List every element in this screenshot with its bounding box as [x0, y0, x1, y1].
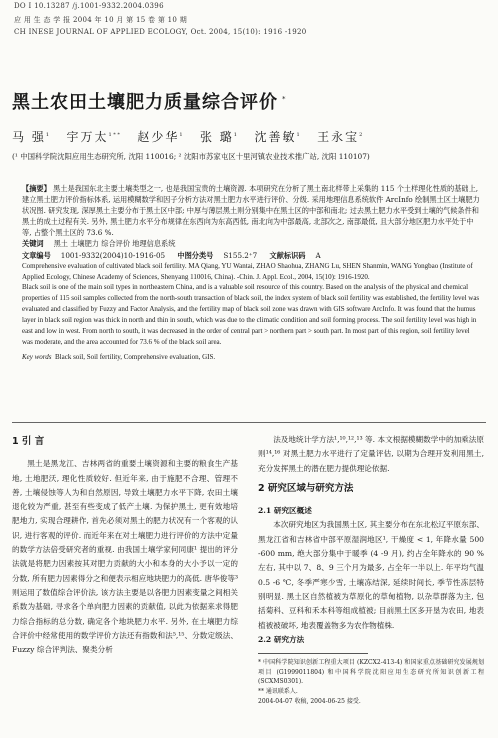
author: 宇万太$^{1 * *}$: [66, 130, 120, 144]
footnote-dates: 2004-04-07 收稿, 2004-06-25 接受.: [258, 697, 361, 705]
footnote-contact: ** 通讯联系人.: [258, 687, 298, 695]
keywords-cn: 关键词 黑土 土壤肥力 综合评价 地理信息系统: [22, 239, 176, 249]
abstract-label: 【摘要】: [22, 184, 51, 193]
title-footnote-mark: *: [282, 95, 287, 103]
left-column: [12, 433, 238, 657]
author: 沈善敏$^1$: [254, 130, 300, 144]
paper-title-text: 黑土农田土壤肥力质量综合评价: [12, 92, 278, 113]
article-meta: 文章编号 1001-9332(2004)10-1916-05 中图分类号 S155.2⁺7 文献标识码 A: [22, 250, 321, 260]
english-keywords: Key words Black soil, Soil fertility, Comprehensive evaluation, GIS.: [22, 352, 216, 361]
author: 赵少华$^1$: [137, 130, 183, 144]
intro-paragraph: 黑土是黑龙江、吉林两省的重要土壤资源和主要的粮食生产基地, 土地肥沃, 理化性质较好. 但近年来, 由于施肥不合理、管理不善, 土壤侵蚀等人为和自然原因, 导致土壤肥力水平下降, 农田土壤退化较为严重, 甚至有些变成了低产土壤. 为保护黑土, 更有效地培肥地力, 实现合理耕作, 首先必须对黑土的肥力状况有一个客观的认识, 进行客观的评价. 而近年来在对土壤肥力进行评价的方法中定量的数学方法倍受研究者的重视. 由我国土壤学家何同康¹ 提出的评分法就是将肥力因素按其对肥力贡献的大小和本身的大小予以一定的分数, 所有肥力因素得分之和便表示相应地块肥力的高低. 唐华俊等³ 则运用了数值综合评价法, 该方法主要是以各肥力因素变量之间相关系数为基础, 寻求各个单向肥力因素的贡献值, 以此为依据来求得肥力综合指标的总分数, 确定各个地块肥力水平. 另外, 在土壤肥力综合评价中经常使用的数学评价方法还有指数和法⁵,¹⁵、分数定级法、Fuzzy 综合评判法、聚类分析: [12, 459, 238, 655]
abstract-text: 黑土是我国东北主要土壤类型之一, 也是我国宝贵的土壤资源. 本项研究在分析了黑土南北样带上采集的 115 个土样理化性质的基础上, 建立黑土肥力评价指标体系, 运用模糊数学和因子分析方法对黑土肥力水平进行评价、分级. 采用地理信息系统软件 ArcInfo 绘制黑土区土壤肥力状况图. 研究发现, 深厚黑土主要分布于黑土区中部; 中厚与薄层黑土则分别集中在黑土区的中部和南北; 过去黑土肥力水平受到土壤的气候条件和黑土的成土过程有关. 另外, 黑土肥力水平分布规律在东西向为东高西低, 南北向为中部最高, 北部次之, 南部最低, 且大部分地区肥力水平处于中等, 占整个黑土区的 73.6 %.: [22, 184, 480, 238]
journal-info-en: CH INESE JOURNAL OF APPLIED ECOLOGY, Oct. 2004, 15(10): 1916 -1920: [14, 28, 307, 36]
footnote-funding: * 中国科学院知识创新工程重大项目 (KZCX2-413-4) 和国家重点基础研究发展规划项目 (G1999011804) 和中国科学院沈阳应用生态研究所知识创新工程 (SCXMS0301).: [258, 659, 484, 686]
english-abstract: [22, 261, 480, 283]
abstract-cn: [22, 183, 480, 238]
author: 张 璐$^1$: [199, 130, 237, 144]
english-abstract-body: Black soil is one of the main soil types in northeastern China, and is a valuable soil resource of this country. Based on the analysis of the physical and chemical properties of 115 soil samples collected from the north-south transaction of black soil, the index system of black soil fertility was established, the fertility level was evaluated and classified by Fuzzy and Factor Analysis, and the fertility map of black soil zone was drawn with GIS software ArcInfo. It was found that the humus layer in black soil region was thick in north and thin in south, which was due to the climatic condition and soil forming process. The soil fertility level was high in east and low in west. From north to south, it was decreased in the order of central part > northern part > south part. In most part of this region, soil fertility level was moderate, and the area accounted for 73.6 % of the black soil area.: [22, 283, 480, 346]
footnote-rule: [258, 653, 368, 654]
author: 王永宝$^2$: [317, 130, 363, 144]
subsection-heading: 2.2 研究方法: [258, 634, 305, 644]
study-area-paragraph: 本次研究地区为我国黑土区, 其主要分布在东北松辽平原东部、黑龙江省和吉林省中部平原湿润地区¹, 干燥度 < 1, 年降水量 500 -600 mm, 绝大部分集中于暖季 (4 -9 月), 约占全年降水的 90 %左右, 其中以 7、8、9 三个月为最多, 占全年一半以上. 年平均气温 0.5 -6 ℃, 冬季严寒少雪, 土壤冻结深, 延续时间长, 季节性冻层特别明显. 黑土区自然植被为草原化的草甸植物, 以杂草群落为主, 包括菊科、豆科和禾本科等组成植被; 目前黑土区多开垦为农田, 地表植被被破坏, 地表覆盖物多为农作物植株.: [258, 520, 484, 630]
right-column: [258, 433, 484, 706]
english-title: Comprehensive evaluation of cultivated black soil fertility.: [22, 261, 187, 270]
english-authors: MA Qiang, YU Wantai, ZHAO Shaohua, ZHANG Lu, SHEN Shanmin, WANG Yongbao (Institute of Applied Ecology, Chinese Academy of Sciences, Shenyang 110016, China). -Chin. J. Appl. Ecol., 2004, 15(10): 1916-1920.: [22, 261, 473, 281]
section-divider: [12, 422, 486, 423]
journal-info-cn: 应 用 生 态 学 报 2004 年 10 月 第 15 卷 第 10 期: [14, 16, 188, 24]
paper-title: [12, 88, 287, 114]
intro-paragraph-cont: 法及地统计学方法¹,¹⁰,¹²,¹³ 等. 本文根据模糊数学中的加乘法原则¹⁴,¹⁶ 对黑土肥力水平进行了定量评估, 以期为合理开发利用黑土, 充分发挥黑土的潜在肥力提供理论依据.: [258, 435, 484, 473]
section-heading: 2 研究区域与研究方法: [258, 482, 354, 494]
author: 马 强$^1$: [12, 130, 50, 144]
section-heading: 1 引 言: [12, 436, 45, 447]
subsection-heading: 2.1 研究区概述: [258, 506, 312, 516]
abstract-block: [22, 183, 480, 363]
affiliation: (¹ 中国科学院沈阳应用生态研究所, 沈阳 110016; ² 沈阳市苏家屯区十里河镇农业技术推广站, 沈阳 110107): [12, 152, 370, 161]
author-list: [12, 128, 362, 145]
doi-line: DO I 10.13287 /j.1001-9332.2004.0396: [14, 2, 164, 10]
